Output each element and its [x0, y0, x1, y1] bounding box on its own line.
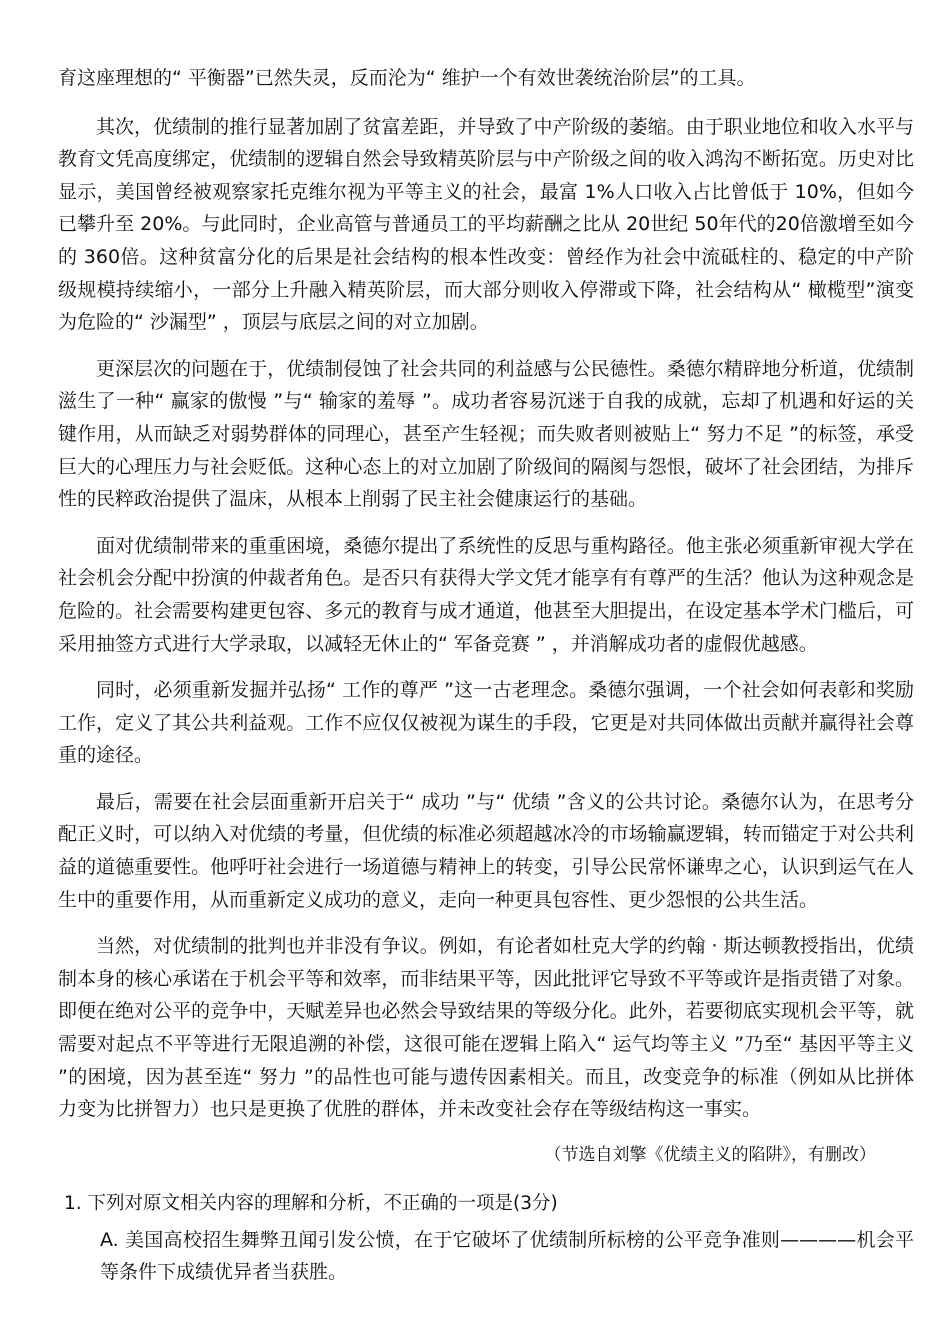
paragraph-dignity-of-work: 同时，必须重新发掘并弘扬“ 工作的尊严 ”这一古老理念。桑德尔强调，一个社会如何表彰和奖励工作，定义了其公共利益观。工作不应仅仅被视为谋生的手段，它更是对共同体做出贡献并赢得社会尊重的途径。: [58, 679, 914, 767]
document-page: [58, 62, 914, 1289]
source-citation: （节选自刘擎《优绩主义的陷阱》，有删改）: [544, 1144, 876, 1165]
paragraph-public-discussion: 最后，需要在社会层面重新开启关于“ 成功 ”与“ 优绩 ”含义的公共讨论。桑德尔认为，在思考分配正义时，可以纳入对优绩的考量，但优绩的标准必须超越冰冷的市场输赢逻辑，转而锚定于对公共利益的道德重要性。他呼吁社会进行一场道德与精神上的转变，引导公民常怀谦卑之心，认识到运气在人生中的重要作用，从而重新定义成功的意义，走向一种更具包容性、更少怨恨的公共生活。: [58, 790, 914, 911]
paragraph-controversy: 当然，对优绩制的批判也并非没有争议。例如，有论者如杜克大学的约翰 · 斯达顿教授指出，优绩制本身的核心承诺在于机会平等和效率，而非结果平等，因此批评它导致不平等或许是指责错了对象。即便在绝对公平的竞争中，天赋差异也必然会导致结果的等级分化。此外，若要彻底实现机会平等，就需要对起点不平等进行无限追溯的补偿，这很可能在逻辑上陷入“ 运气均等主义 ”乃至“ 基因平等主义 ”的困境，因为甚至连“ 努力 ”的品性也可能与遗传因素相关。而且，改变竞争的标准（例如从比拼体力变为比拼智力）也只是更换了优胜的群体，并未改变社会存在等级结构这一事实。: [58, 935, 914, 1121]
question-stem: 1. 下列对原文相关内容的理解和分析，不正确的一项是(3分): [64, 1192, 558, 1214]
paragraph-wealth-gap: 其次，优绩制的推行显著加剧了贫富差距，并导致了中产阶级的萎缩。由于职业地位和收入水平与教育文凭高度绑定，优绩制的逻辑自然会导致精英阶层与中产阶级之间的收入鸿沟不断拓宽。历史对比显示，美国曾经被观察家托克维尔视为平等主义的社会，最富 1%人口收入占比曾低于 10%，但如今已攀升至 20%。与此同时，企业高管与普通员工的平均薪酬之比从 20世纪 50年代的20倍激增至如今的 360倍。这种贫富分化的后果是社会结构的根本性改变：曾经作为社会中流砥柱的、稳定的中产阶级规模持续缩小，一部分上升融入精英阶层，而大部分则收入停滞或下降，社会结构从“ 橄榄型”演变为危险的“ 沙漏型” ，顶层与底层之间的对立加剧。: [58, 115, 914, 334]
paragraph-continuation: 育这座理想的“ 平衡器”已然失灵，反而沦为“ 维护一个有效世袭统治阶层”的工具。: [58, 67, 756, 89]
paragraph-civic-virtue: 更深层次的问题在于，优绩制侵蚀了社会共同的利益感与公民德性。桑德尔精辟地分析道，优绩制滋生了一种“ 赢家的傲慢 ”与“ 输家的羞辱 ”。成功者容易沉迷于自我的成就，忘却了机遇和好运的关键作用，从而缺乏对弱势群体的同理心，甚至产生轻视；而失败者则被贴上“ 努力不足 ”的标签，承受巨大的心理压力与社会贬低。这种心态上的对立加剧了阶级间的隔阂与怨恨，破坏了社会团结，为排斥性的民粹政治提供了温床，从根本上削弱了民主社会健康运行的基础。: [58, 357, 914, 511]
question-option-a: A. 美国高校招生舞弊丑闻引发公愤，在于它破坏了优绩制所标榜的公平竞争准则————机会平等条件下成绩优异者当获胜。: [100, 1228, 914, 1284]
paragraph-reconstruction: 面对优绩制带来的重重困境，桑德尔提出了系统性的反思与重构路径。他主张必须重新审视大学在社会机会分配中扮演的仲裁者角色。是否只有获得大学文凭才能享有有尊严的生活？他认为这种观念是危险的。社会需要构建更包容、多元的教育与成才通道，他甚至大胆提出，在设定基本学术门槛后，可采用抽签方式进行大学录取，以减轻无休止的“ 军备竞赛 ” ，并消解成功者的虚假优越感。: [58, 534, 914, 655]
